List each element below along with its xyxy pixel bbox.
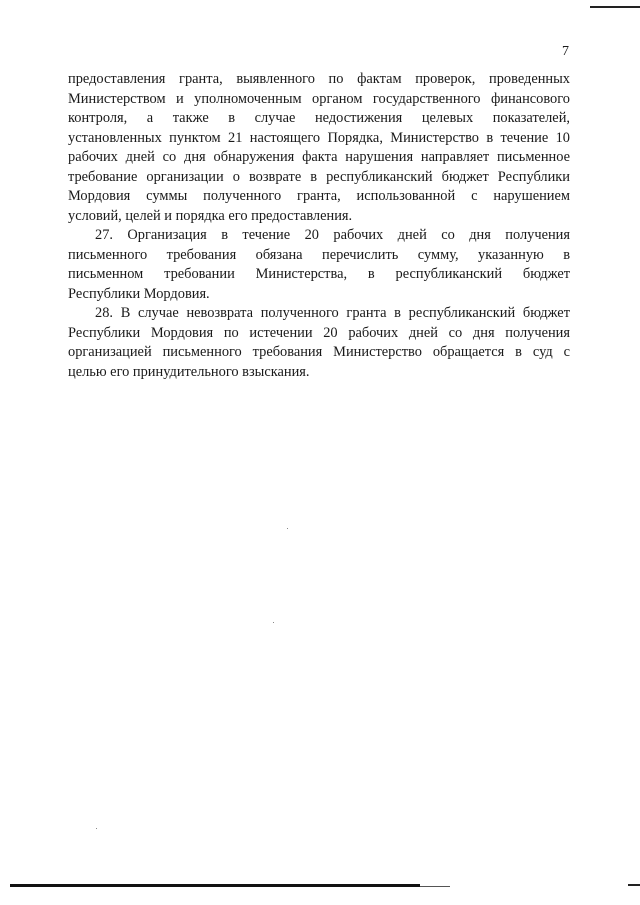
text-line: условий, целей и порядка его предоставления. (68, 207, 353, 224)
text-line: установленных пунктом 21 настоящего Порядка, Министерство в течение 10 (68, 129, 570, 146)
text-line: Республики Мордовия по истечении 20 рабочих дней со дня получения (68, 324, 570, 341)
paragraph-28-line: 28. В случае невозврата полученного гранта в республиканский бюджет (95, 305, 570, 321)
document-body (68, 70, 570, 382)
scan-edge-right-tick (628, 884, 640, 886)
page-number: 7 (562, 44, 569, 59)
text-line: предоставления гранта, выявленного по фактам проверок, проведенных (68, 71, 570, 87)
scan-edge-bottom-thin (420, 886, 450, 887)
scan-speck (273, 622, 274, 623)
text-line: письменном требовании Министерства, в республиканский бюджет (68, 266, 570, 282)
text-line: Мордовия суммы полученного гранта, использованной с нарушением (68, 188, 570, 204)
text-line: рабочих дней со дня обнаружения факта нарушения направляет письменное (68, 149, 570, 165)
text-line: целью его принудительного взыскания. (68, 363, 310, 380)
scan-edge-bottom (10, 884, 420, 887)
scan-edge-top (590, 6, 640, 8)
text-line: требование организации о возврате в республиканский бюджет Республики (68, 168, 570, 185)
paragraph-27-line: 27. Организация в течение 20 рабочих дней со дня получения (95, 227, 570, 243)
text-line: контроля, а также в случае недостижения целевых показателей, (68, 110, 570, 126)
text-line: Республики Мордовия. (68, 285, 210, 302)
text-line: письменного требования обязана перечислить сумму, указанную в (68, 246, 570, 263)
scan-speck (287, 528, 288, 529)
text-line: организацией письменного требования Министерство обращается в суд с (68, 344, 570, 360)
text-line: Министерством и уполномоченным органом государственного финансового (68, 90, 570, 107)
scan-speck (96, 828, 97, 829)
